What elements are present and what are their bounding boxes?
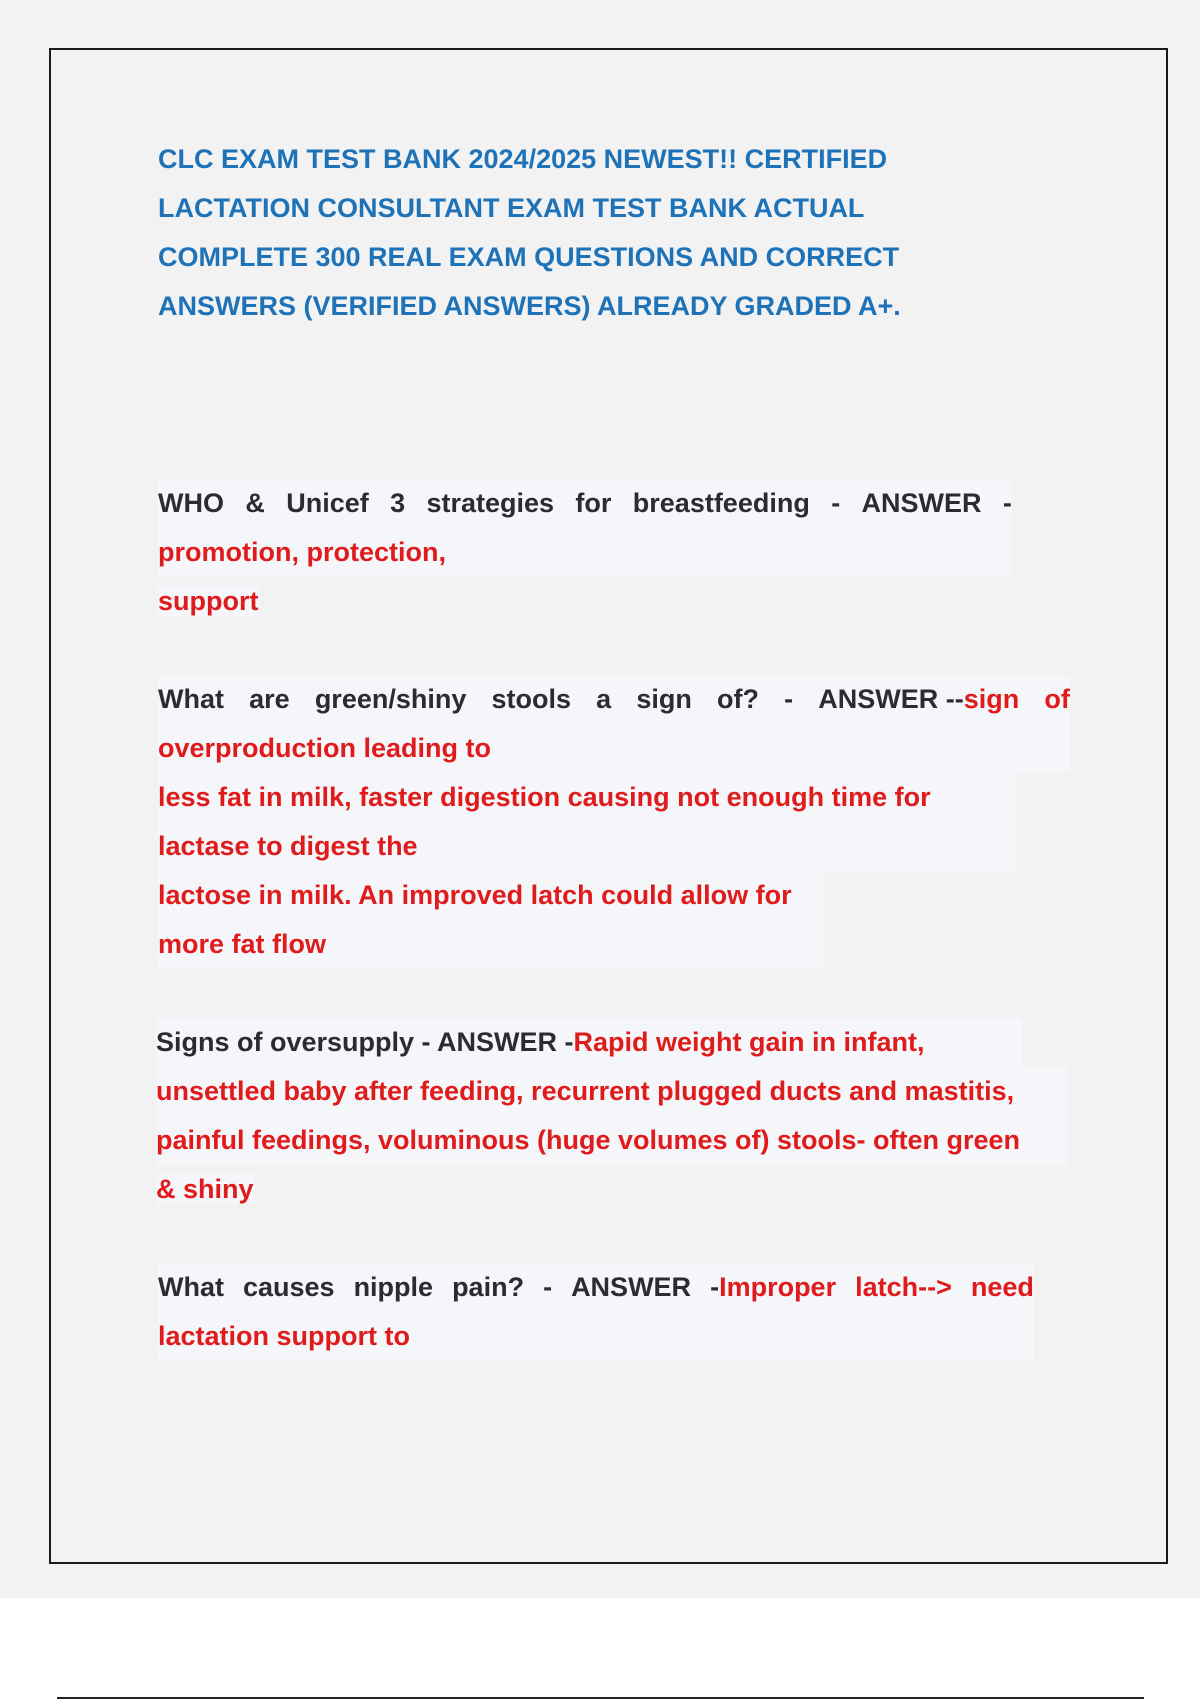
answer-word: latch--> [855, 1272, 952, 1302]
answer-text: lactase to digest the [158, 831, 418, 861]
question-word: of? [716, 684, 759, 714]
question-answer-join [710, 1263, 836, 1312]
answer-text: less fat in milk, faster digestion causing not enough time for [158, 782, 931, 812]
answer-line [158, 920, 823, 969]
question-line [158, 479, 1012, 528]
question-word: strategies [426, 488, 555, 518]
question-word: - [710, 1272, 720, 1302]
answer-text: lactation support to [158, 1321, 410, 1351]
answer-line [158, 1312, 1034, 1361]
question-word: ANSWER [861, 488, 982, 518]
qa-item-2 [158, 675, 1070, 969]
question-answer-join [818, 675, 1019, 724]
answer-text: promotion, protection, [158, 537, 446, 567]
question-line [156, 1018, 1022, 1067]
answer-line [158, 822, 1015, 871]
answer-line [156, 1165, 1068, 1214]
question-word: - [784, 684, 794, 714]
question-word: & [245, 488, 265, 518]
answer-text: lactose in milk. An improved latch could allow for [158, 880, 792, 910]
answer-text: painful feedings, voluminous (huge volumes of) stools- often green [156, 1125, 1021, 1155]
answer-word: sign [963, 684, 1020, 714]
answer-line [158, 577, 1012, 626]
title-line: LACTATION CONSULTANT EXAM TEST BANK ACTUAL [158, 193, 865, 223]
footer-divider [57, 1697, 1144, 1699]
title-line: COMPLETE 300 REAL EXAM QUESTIONS AND CORRECT [158, 242, 900, 272]
document-title [158, 135, 998, 331]
answer-line [156, 1116, 1068, 1165]
question-word: green/shiny [314, 684, 467, 714]
qa-item-1 [158, 479, 1012, 626]
question-word: for [575, 488, 612, 518]
answer-text: Rapid weight gain in infant, [573, 1027, 925, 1057]
qa-item-4 [158, 1263, 1034, 1361]
question-word: nipple [353, 1272, 434, 1302]
question-word: ANSWER [818, 684, 939, 714]
title-line: CLC EXAM TEST BANK 2024/2025 NEWEST!! CERTIFIED [158, 144, 888, 174]
answer-text: & shiny [156, 1174, 254, 1204]
question-word: - [543, 1272, 553, 1302]
qa-item-3 [156, 1018, 1068, 1214]
answer-line [156, 1067, 1068, 1116]
question-word: What [158, 684, 224, 714]
question-word: WHO [158, 488, 224, 518]
question-word: breastfeeding [632, 488, 810, 518]
question-word: 3 [390, 488, 406, 518]
question-word: What [158, 1272, 224, 1302]
answer-line [158, 871, 823, 920]
question-text: Signs of oversupply - ANSWER - [156, 1027, 574, 1057]
answer-text: more fat flow [158, 929, 327, 959]
question-word: - [1002, 488, 1012, 518]
answer-text: support [158, 586, 259, 616]
question-word: causes [242, 1272, 335, 1302]
question-word: pain? [452, 1272, 525, 1302]
answer-text: overproduction leading to [158, 733, 492, 763]
question-word: a [596, 684, 612, 714]
question-word: ANSWER [571, 1272, 692, 1302]
question-word: sign [636, 684, 692, 714]
question-line [158, 675, 1070, 724]
answer-word: Improper [719, 1272, 837, 1302]
answer-line [158, 773, 1015, 822]
question-word: -- [945, 684, 964, 714]
answer-line [158, 528, 1012, 577]
answer-word: of [1044, 684, 1070, 714]
question-word: stools [491, 684, 572, 714]
answer-text: unsettled baby after feeding, recurrent plugged ducts and mastitis, [156, 1076, 1015, 1106]
answer-line [158, 724, 1070, 773]
question-word: Unicef [286, 488, 369, 518]
answer-word: need [970, 1272, 1034, 1302]
question-line [158, 1263, 1034, 1312]
question-word: - [831, 488, 841, 518]
title-line: ANSWERS (VERIFIED ANSWERS) ALREADY GRADED A+. [158, 291, 901, 321]
question-word: are [249, 684, 290, 714]
